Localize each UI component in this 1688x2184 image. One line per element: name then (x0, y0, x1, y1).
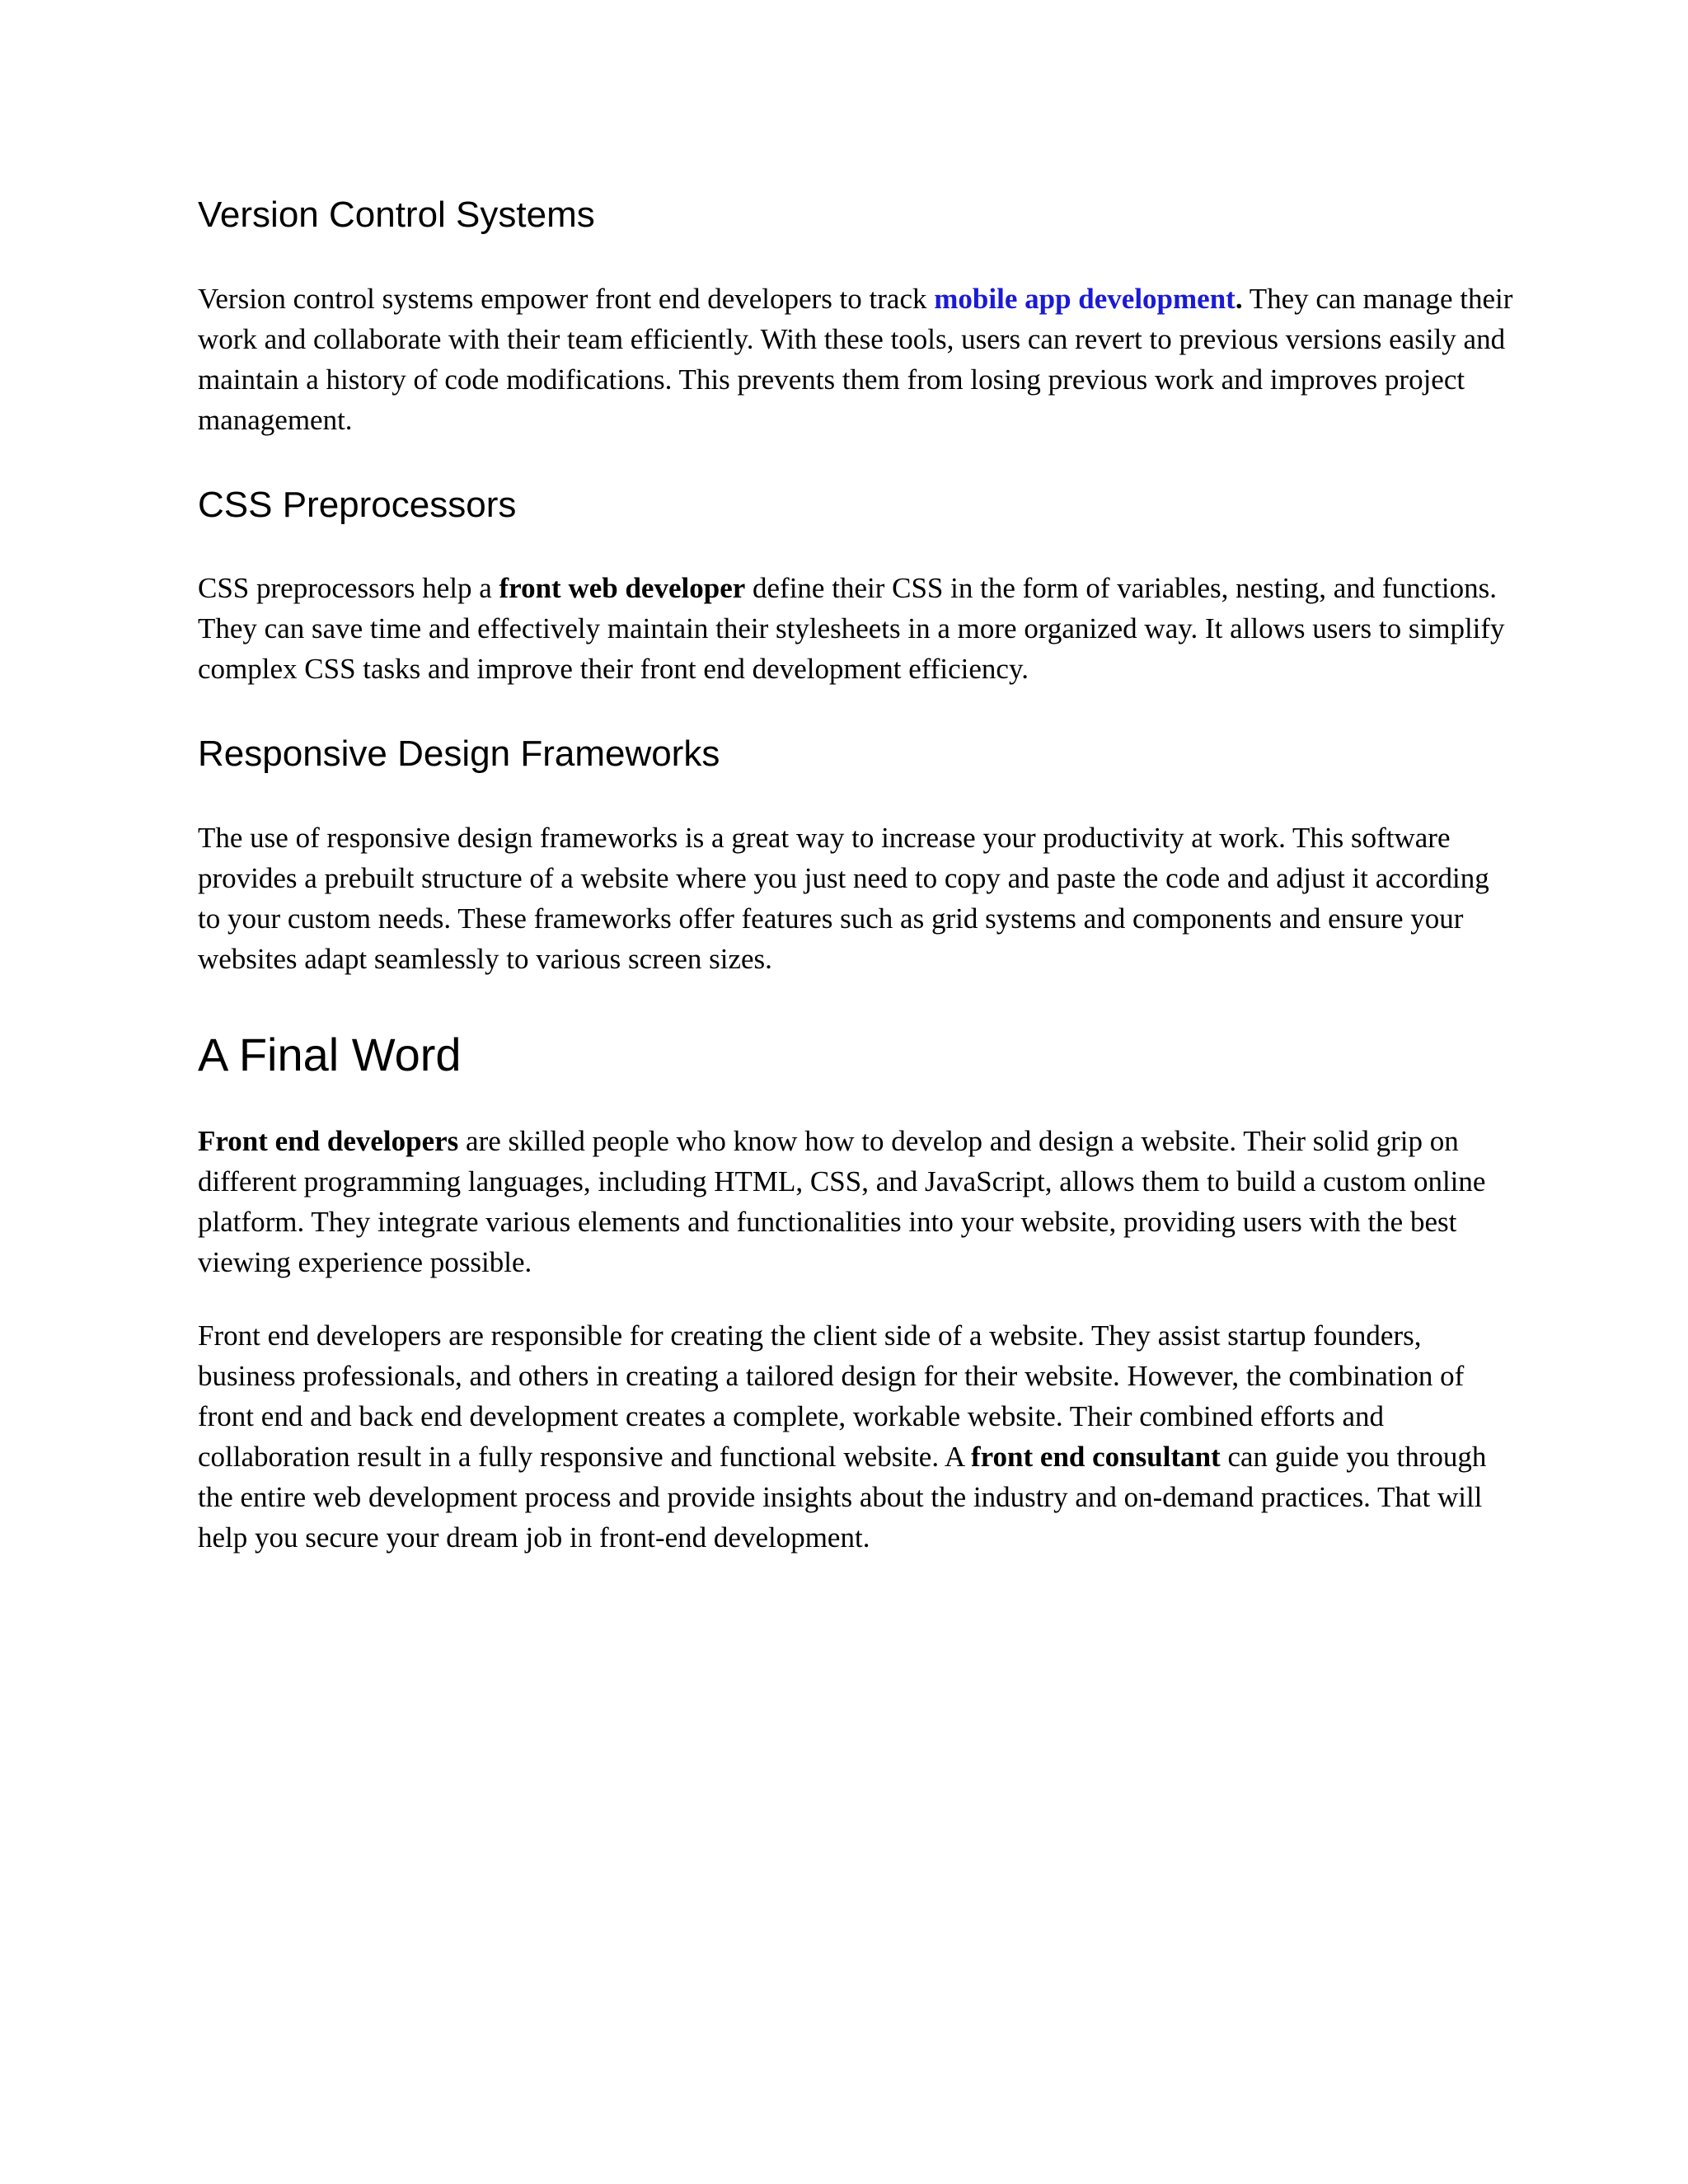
heading-responsive-design: Responsive Design Frameworks (198, 733, 720, 775)
bold-term-front-end-consultant: front end consultant (970, 1441, 1221, 1474)
paragraph-css-preprocessors (198, 568, 1517, 689)
paragraph-responsive-design: The use of responsive design frameworks is a great way to increase your productivity at work. This software provides a prebuilt structure of a website where you just need to copy and paste the code and adjust it according to your custom needs. These frameworks offer features such as grid systems and components and ensure your websites adapt seamlessly to various screen sizes. (198, 821, 1489, 975)
heading-css-preprocessors: CSS Preprocessors (198, 484, 517, 525)
heading-version-control: Version Control Systems (198, 194, 595, 235)
bold-term-front-web-developer: front web developer (499, 572, 746, 605)
document-page (198, 194, 1517, 1558)
mobile-app-development-link[interactable]: mobile app development (934, 282, 1236, 315)
text-segment: are skilled people who know how to develop and design a website. Their solid grip on different programming languages, including HTML, CSS, and JavaScript, allows them to build a custom online platform. They integrate various elements and functionalities into your website, providing users with the best viewing experience possible. (198, 1125, 1486, 1279)
paragraph-version-control (198, 279, 1517, 440)
text-segment: They can manage their work and collaborate with their team efficiently. With these tools, users can revert to previous versions easily and maintain a history of code modifications. This prevents them from losing previous work and improves project management. (198, 282, 1513, 436)
text-segment: Version control systems empower front end developers to track (198, 282, 935, 315)
paragraph-final-1 (198, 1121, 1517, 1282)
text-segment: Front end developers are responsible for creating the client side of a website. They assist startup founders, business professionals, and others in creating a tailored design for their website. However, the combination of front end and back end development creates a complete, workable website. Their combined efforts and collaboration result in a fully responsive and functional website. A (198, 1319, 1465, 1474)
text-segment: . (1235, 282, 1243, 315)
text-segment: can guide you through the entire web development process and provide insights about the industry and on-demand practices. That will help you secure your dream job in front-end development. (198, 1441, 1487, 1554)
text-segment: CSS preprocessors help a (198, 572, 499, 605)
heading-final-word: A Final Word (198, 1028, 462, 1080)
paragraph-final-2 (198, 1315, 1517, 1558)
text-segment: define their CSS in the form of variables, nesting, and functions. They can save time and effectively maintain their stylesheets in a more organized way. It allows users to simplify complex CSS tasks and improve their front end development efficiency. (198, 572, 1505, 686)
bold-term-front-end-developers: Front end developers (198, 1125, 459, 1158)
